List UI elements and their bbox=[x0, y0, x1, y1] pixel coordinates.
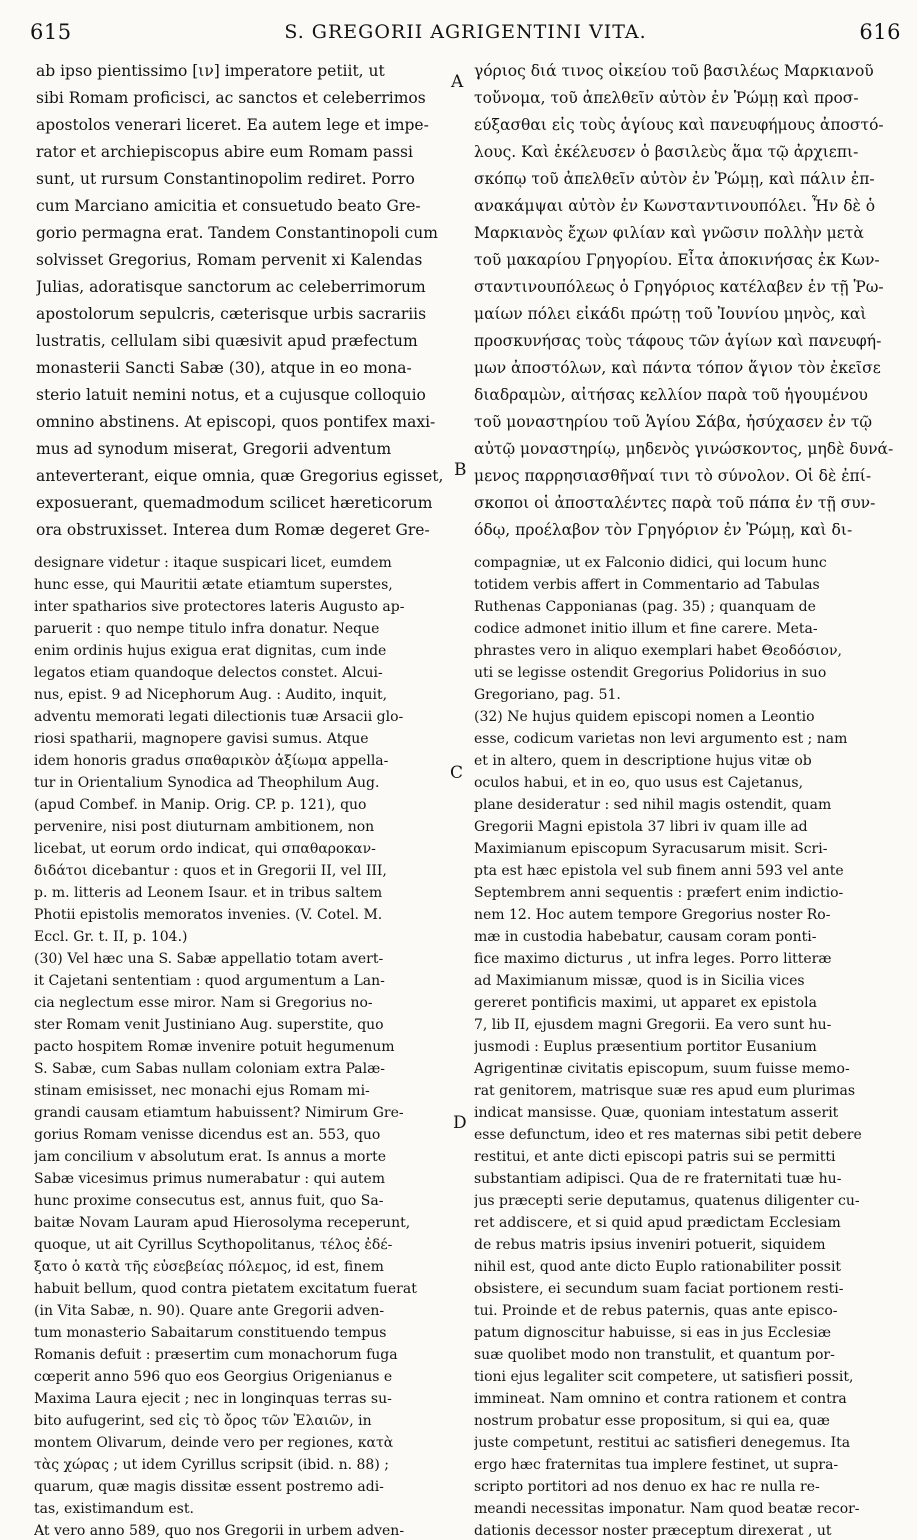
text-line: oculos habui, et in eo, quo usus est Cajetanus, bbox=[474, 775, 804, 791]
text-line: phrastes vero in aliquo exemplari habet Θεοδόσιον, bbox=[474, 643, 842, 659]
text-line: hunc proxime consecutus est, annus fuit, quo Sa- bbox=[34, 1193, 384, 1209]
text-line: ad Maximianum missæ, quod is in Sicilia vices bbox=[474, 973, 805, 989]
text-line: Romanis defuit : præsertim cum monachorum fuga bbox=[34, 1347, 398, 1363]
text-line: immineat. Nam omnino et contra rationem et contra bbox=[474, 1391, 847, 1407]
text-line: p. m. litteris ad Leonem Isaur. et in tribus saltem bbox=[34, 885, 383, 901]
text-line: Maximianum episcopum Syracusarum misit. Scri- bbox=[474, 841, 828, 857]
text-line: (apud Combef. in Manip. Orig. CP. p. 121), quo bbox=[34, 797, 367, 813]
latin-text-column bbox=[36, 58, 456, 544]
text-line: διαδραμὼν, αἰτήσας κελλίον παρὰ τοῦ ἡγουμένου bbox=[474, 386, 868, 404]
margin-marker-c: C bbox=[450, 763, 464, 783]
text-line: nus, epist. 9 ad Nicephorum Aug. : Audito, inquit, bbox=[34, 687, 388, 703]
text-line: quarum, quæ magis dissitæ essent postremo adi- bbox=[34, 1479, 384, 1495]
text-line: baitæ Novam Lauram apud Hierosolyma receperunt, bbox=[34, 1215, 411, 1231]
text-line: exposuerant, quemadmodum scilicet hæreticorum bbox=[36, 494, 433, 512]
text-line: τοῦ μοναστηρίου τοῦ Ἁγίου Σάβα, ἡσύχασεν ἐν τῷ bbox=[474, 413, 873, 431]
text-line: 7, lib II, ejusdem magni Gregorii. Ea vero sunt hu- bbox=[474, 1017, 832, 1033]
text-line: Μαρκιανὸς ἔχων φιλίαν καὶ γνῶσιν πολλὴν μετὰ bbox=[474, 224, 864, 242]
text-line: Ruthenas Capponianas (pag. 35) ; quanquam de bbox=[474, 599, 816, 615]
text-line: patum dignoscitur habuisse, si eas in jus Ecclesiæ bbox=[474, 1325, 831, 1341]
text-line: riosi spatharii, magnopere gavisi sumus. Atque bbox=[34, 731, 369, 747]
text-line: μενος παρρησιασθῆναί τινι τὸ σύνολον. Οἱ δὲ ἐπί- bbox=[474, 467, 872, 485]
text-line: ster Romam venit Justiniano Aug. superstite, quo bbox=[34, 1017, 384, 1033]
text-line: cœperit anno 596 quo eos Georgius Origenianus e bbox=[34, 1369, 393, 1385]
text-line: At vero anno 589, quo nos Gregorii in urbem adven- bbox=[34, 1523, 405, 1538]
text-line: nem 12. Hoc autem tempore Gregorius noster Ro- bbox=[474, 907, 831, 923]
margin-marker-d: D bbox=[453, 1113, 467, 1133]
text-line: mæ in custodia habebatur, causam coram ponti- bbox=[474, 929, 817, 945]
text-line: scripto portitori ad nos denuo ex hac re nulla re- bbox=[474, 1479, 820, 1495]
text-line: σταντινουπόλεως ὁ Γρηγόριος κατέλαβεν ἐν τῇ Ῥω- bbox=[474, 278, 884, 296]
text-line: sunt, ut rursum Constantinopolim rediret. Porro bbox=[36, 170, 415, 188]
text-line: (30) Vel hæc una S. Sabæ appellatio totam avert- bbox=[34, 951, 384, 967]
text-line: cum Marciano amicitia et consuetudo beato Gre- bbox=[36, 197, 421, 215]
text-line: et in altero, quem in descriptione hujus vitæ ob bbox=[474, 753, 812, 769]
text-line: Eccl. Gr. t. II, p. 104.) bbox=[34, 929, 188, 945]
text-line: nostrum probatur esse propositum, si qui ea, quæ bbox=[474, 1413, 830, 1429]
text-line: bito aufugerint, sed εἰς τὸ ὄρος τῶν Ἐλαιῶν, in bbox=[34, 1413, 372, 1429]
text-line: Gregorii Magni epistola 37 libri iv quam ille ad bbox=[474, 819, 808, 835]
text-line: mus ad synodum miserat, Gregorii adventum bbox=[36, 440, 392, 458]
text-line: σκοποι οἱ ἀποσταλέντες παρὰ τοῦ πάπα ἐν τῇ συν- bbox=[474, 494, 876, 512]
text-line: cia neglectum esse miror. Nam si Gregorius no- bbox=[34, 995, 373, 1011]
text-line: jusmodi : Euplus præsentium portitor Eusanium bbox=[474, 1039, 817, 1055]
text-line: fice maximo dicturus , ut infra leges. Porro litteræ bbox=[474, 951, 832, 967]
text-line: monasterii Sancti Sabæ (30), atque in eo mona- bbox=[36, 359, 412, 377]
text-line: pacto hospitem Romæ invenire potuit hegumenum bbox=[34, 1039, 395, 1055]
text-line: προσκυνήσας τοὺς τάφους τῶν ἁγίων καὶ πανευφή- bbox=[474, 332, 882, 350]
text-line: tui. Proinde et de rebus paternis, quas ante episco- bbox=[474, 1303, 838, 1319]
text-line: lustratis, cellulam sibi quæsivit apud præfectum bbox=[36, 332, 418, 350]
text-line: obsistere, ei secundum suam faciat portionem resti- bbox=[474, 1281, 844, 1297]
text-line: λους. Καὶ ἐκέλευσεν ὁ βασιλεὺς ἅμα τῷ ἀρχιεπι- bbox=[474, 143, 859, 161]
text-line: τοῦ μακαρίου Γρηγορίου. Εἶτα ἀποκινήσας ἐκ Κων- bbox=[474, 251, 880, 269]
margin-marker-a: A bbox=[451, 72, 464, 92]
text-line: hunc esse, qui Mauritii ætate etiamtum superstes, bbox=[34, 577, 393, 593]
text-line: tum monasterio Sabaitarum constituendo tempus bbox=[34, 1325, 387, 1341]
text-line: jam concilium v absolutum erat. Is annus a morte bbox=[34, 1149, 387, 1165]
text-line: sterio latuit nemini notus, et a cujusque colloquio bbox=[36, 386, 426, 404]
text-line: γόριος διά τινος οἰκείου τοῦ βασιλέως Μαρκιανοῦ bbox=[474, 62, 874, 80]
text-line: restitui, et ante dicti episcopi patris sui se permitti bbox=[474, 1149, 836, 1165]
text-line: suæ quolibet modo non transtulit, et quantum por- bbox=[474, 1347, 835, 1363]
text-line: licebat, ut eorum ordo indicat, qui σπαθαροκαν- bbox=[34, 841, 376, 857]
text-line: tioni ejus legaliter scit competere, ut satisfieri possit, bbox=[474, 1369, 854, 1385]
page-number-right: 616 bbox=[859, 20, 901, 44]
text-line: pervenire, nisi post diuturnam ambitionem, non bbox=[34, 819, 375, 835]
text-line: legatos etiam quandoque delectos constet. Alcui- bbox=[34, 665, 383, 681]
text-line: Maxima Laura ejecit ; nec in longinquas terras su- bbox=[34, 1391, 392, 1407]
text-line: anteverterant, eique omnia, quæ Gregorius egisset, bbox=[36, 467, 444, 485]
text-line: ret addiscere, et si quid apud prædictam Ecclesiam bbox=[474, 1215, 841, 1231]
text-line: rat genitorem, matrisque suæ res apud eum plurimas bbox=[474, 1083, 856, 1099]
text-line: rator et archiepiscopus abire eum Romam passi bbox=[36, 143, 413, 161]
text-line: esse, codicum varietas non levi argumento est ; nam bbox=[474, 731, 848, 747]
text-line: solvisset Gregorius, Romam pervenit xi Kalendas bbox=[36, 251, 423, 269]
text-line: tas, existimandum est. bbox=[34, 1501, 194, 1517]
text-line: tur in Orientalium Synodica ad Theophilum Aug. bbox=[34, 775, 380, 791]
text-line: habuit bellum, quod contra pietatem excitatum fuerat bbox=[34, 1281, 417, 1297]
text-line: esse defunctum, ideo et res maternas sibi petit debere bbox=[474, 1127, 862, 1143]
text-line: διδάτοι dicebantur : quos et in Gregorii II, vel III, bbox=[34, 863, 387, 879]
page-header bbox=[30, 20, 901, 48]
text-line: gereret pontificis maximi, ut apparet ex epistola bbox=[474, 995, 817, 1011]
text-line: σκόπῳ τοῦ ἀπελθεῖν αὐτὸν ἐν Ῥώμῃ, καὶ πάλιν ἐπ- bbox=[474, 170, 875, 188]
text-line: meandi necessitas imponatur. Nam quod beatæ recor- bbox=[474, 1501, 860, 1517]
text-line: Julias, adoratisque sanctorum ac celeberrimorum bbox=[36, 278, 426, 296]
text-line: Agrigentinæ civitatis episcopum, suum fuisse memo- bbox=[474, 1061, 850, 1077]
text-line: stinam emisisset, nec monachi ejus Romam mi- bbox=[34, 1083, 370, 1099]
text-line: S. Sabæ, cum Sabas nullam coloniam extra Palæ- bbox=[34, 1061, 386, 1077]
text-line: μων ἀποστόλων, καὶ πάντα τόπον ἅγιον τὸν ἐκεῖσε bbox=[474, 359, 881, 377]
text-line: adventu memorati legati dilectionis tuæ Arsacii glo- bbox=[34, 709, 404, 725]
text-line: designare videtur : itaque suspicari licet, eumdem bbox=[34, 555, 392, 571]
text-line: idem honoris gradus σπαθαρικὸν ἀξίωμα appella- bbox=[34, 753, 389, 769]
text-line: τὰς χώρας ; ut idem Cyrillus scripsit (ibid. n. 88) ; bbox=[34, 1457, 389, 1473]
text-line: totidem verbis affert in Commentario ad Tabulas bbox=[474, 577, 820, 593]
text-line: ab ipso pientissimo [ιν] imperatore petiit, ut bbox=[36, 62, 385, 80]
text-line: Septembrem anni sequentis : præfert enim indictio- bbox=[474, 885, 844, 901]
text-line: quoque, ut ait Cyrillus Scythopolitanus, τέλος ἐδέ- bbox=[34, 1237, 393, 1253]
text-line: indicat mansisse. Quæ, quoniam intestatum asserit bbox=[474, 1105, 839, 1121]
text-line: ξατο ὁ κατὰ τῆς εὐσεβείας πόλεμος, id est, finem bbox=[34, 1259, 384, 1275]
text-line: gorius Romam venisse dicendus est an. 553, quo bbox=[34, 1127, 381, 1143]
text-line: grandi causam etiamtum habuissent? Nimirum Gre- bbox=[34, 1105, 404, 1121]
text-line: ora obstruxisset. Interea dum Romæ degeret Gre- bbox=[36, 521, 430, 539]
text-line: τοὔνομα, τοῦ ἀπελθεῖν αὐτὸν ἐν Ῥώμῃ καὶ προσ- bbox=[474, 89, 859, 107]
text-line: paruerit : quo nempe titulo infra donatur. Neque bbox=[34, 621, 380, 637]
text-line: uti se legisse ostendit Gregorius Polidorius in suo bbox=[474, 665, 827, 681]
text-line: omnino abstinens. At episcopi, quos pontifex maxi- bbox=[36, 413, 436, 431]
text-line: juste competunt, restitui ac satisfieri denegemus. Ita bbox=[474, 1435, 851, 1451]
text-line: Gregoriano, pag. 51. bbox=[474, 687, 621, 703]
text-line: codice admonet initio illum et fine carere. Meta- bbox=[474, 621, 818, 637]
text-line: plane desideratur : sed nihil magis ostendit, quam bbox=[474, 797, 832, 813]
text-line: compagniæ, ut ex Falconio didici, qui locum hunc bbox=[474, 555, 827, 571]
text-line: de rebus matris ipsius inveniri potuerit, siquidem bbox=[474, 1237, 826, 1253]
margin-marker-b: B bbox=[454, 460, 467, 480]
footnotes-left-column bbox=[34, 552, 454, 1538]
text-line: όδῳ, προέλαβον τὸν Γρηγόριον ἐν Ῥώμῃ, καὶ δι- bbox=[474, 521, 853, 539]
footnotes-right-column bbox=[474, 552, 904, 1538]
text-line: sibi Romam proficisci, ac sanctos et celeberrimos bbox=[36, 89, 426, 107]
text-line: jus præcepti serie deputamus, quatenus diligenter cu- bbox=[474, 1193, 860, 1209]
text-line: dationis decessor noster præceptum direxerat , ut bbox=[474, 1523, 832, 1538]
text-line: gorio permagna erat. Tandem Constantinopoli cum bbox=[36, 224, 438, 242]
text-line: αὐτῷ μοναστηρίῳ, μηδενὸς γινώσκοντος, μηδὲ δυνά- bbox=[474, 440, 894, 458]
text-line: substantiam adipisci. Qua de re fraternitati tuæ hu- bbox=[474, 1171, 842, 1187]
greek-text-column bbox=[474, 58, 904, 544]
page-number-left: 615 bbox=[30, 20, 72, 44]
text-line: εύξασθαι εἰς τοὺς ἁγίους καὶ πανευφήμους ἀποστό- bbox=[474, 116, 884, 134]
text-line: ανακάμψαι αὐτὸν ἐν Κωνσταντινουπόλει. Ἦν δὲ ὁ bbox=[474, 197, 876, 215]
text-line: inter spatharios sive protectores lateris Augusto ap- bbox=[34, 599, 405, 615]
text-line: nihil est, quod ante dicto Euplo rationabiliter possit bbox=[474, 1259, 842, 1275]
text-line: (32) Ne hujus quidem episcopi nomen a Leontio bbox=[474, 709, 815, 725]
text-line: Photii epistolis memoratos invenies. (V. Cotel. M. bbox=[34, 907, 383, 923]
text-line: montem Olivarum, deinde vero per regiones, κατὰ bbox=[34, 1435, 394, 1451]
text-line: μαίων πόλει εἰκάδι πρώτῃ τοῦ Ἰουνίου μηνὸς, καὶ bbox=[474, 305, 867, 323]
text-line: apostolorum sepulcris, cæterisque urbis sacrariis bbox=[36, 305, 427, 323]
text-line: apostolos venerari liceret. Ea autem lege et impe- bbox=[36, 116, 429, 134]
text-line: pta est hæc epistola vel sub finem anni 593 vel ante bbox=[474, 863, 844, 879]
running-title: S. GREGORII AGRIGENTINI VITA. bbox=[284, 21, 647, 43]
text-line: it Cajetani sententiam : quod argumentum a Lan- bbox=[34, 973, 385, 989]
text-line: ergo hæc fraternitas tua implere festinet, ut supra- bbox=[474, 1457, 839, 1473]
text-line: (in Vita Sabæ, n. 90). Quare ante Gregorii adven- bbox=[34, 1303, 385, 1319]
text-line: enim ordinis hujus exigua erat dignitas, cum inde bbox=[34, 643, 387, 659]
text-line: Sabæ vicesimus primus numerabatur : qui autem bbox=[34, 1171, 386, 1187]
